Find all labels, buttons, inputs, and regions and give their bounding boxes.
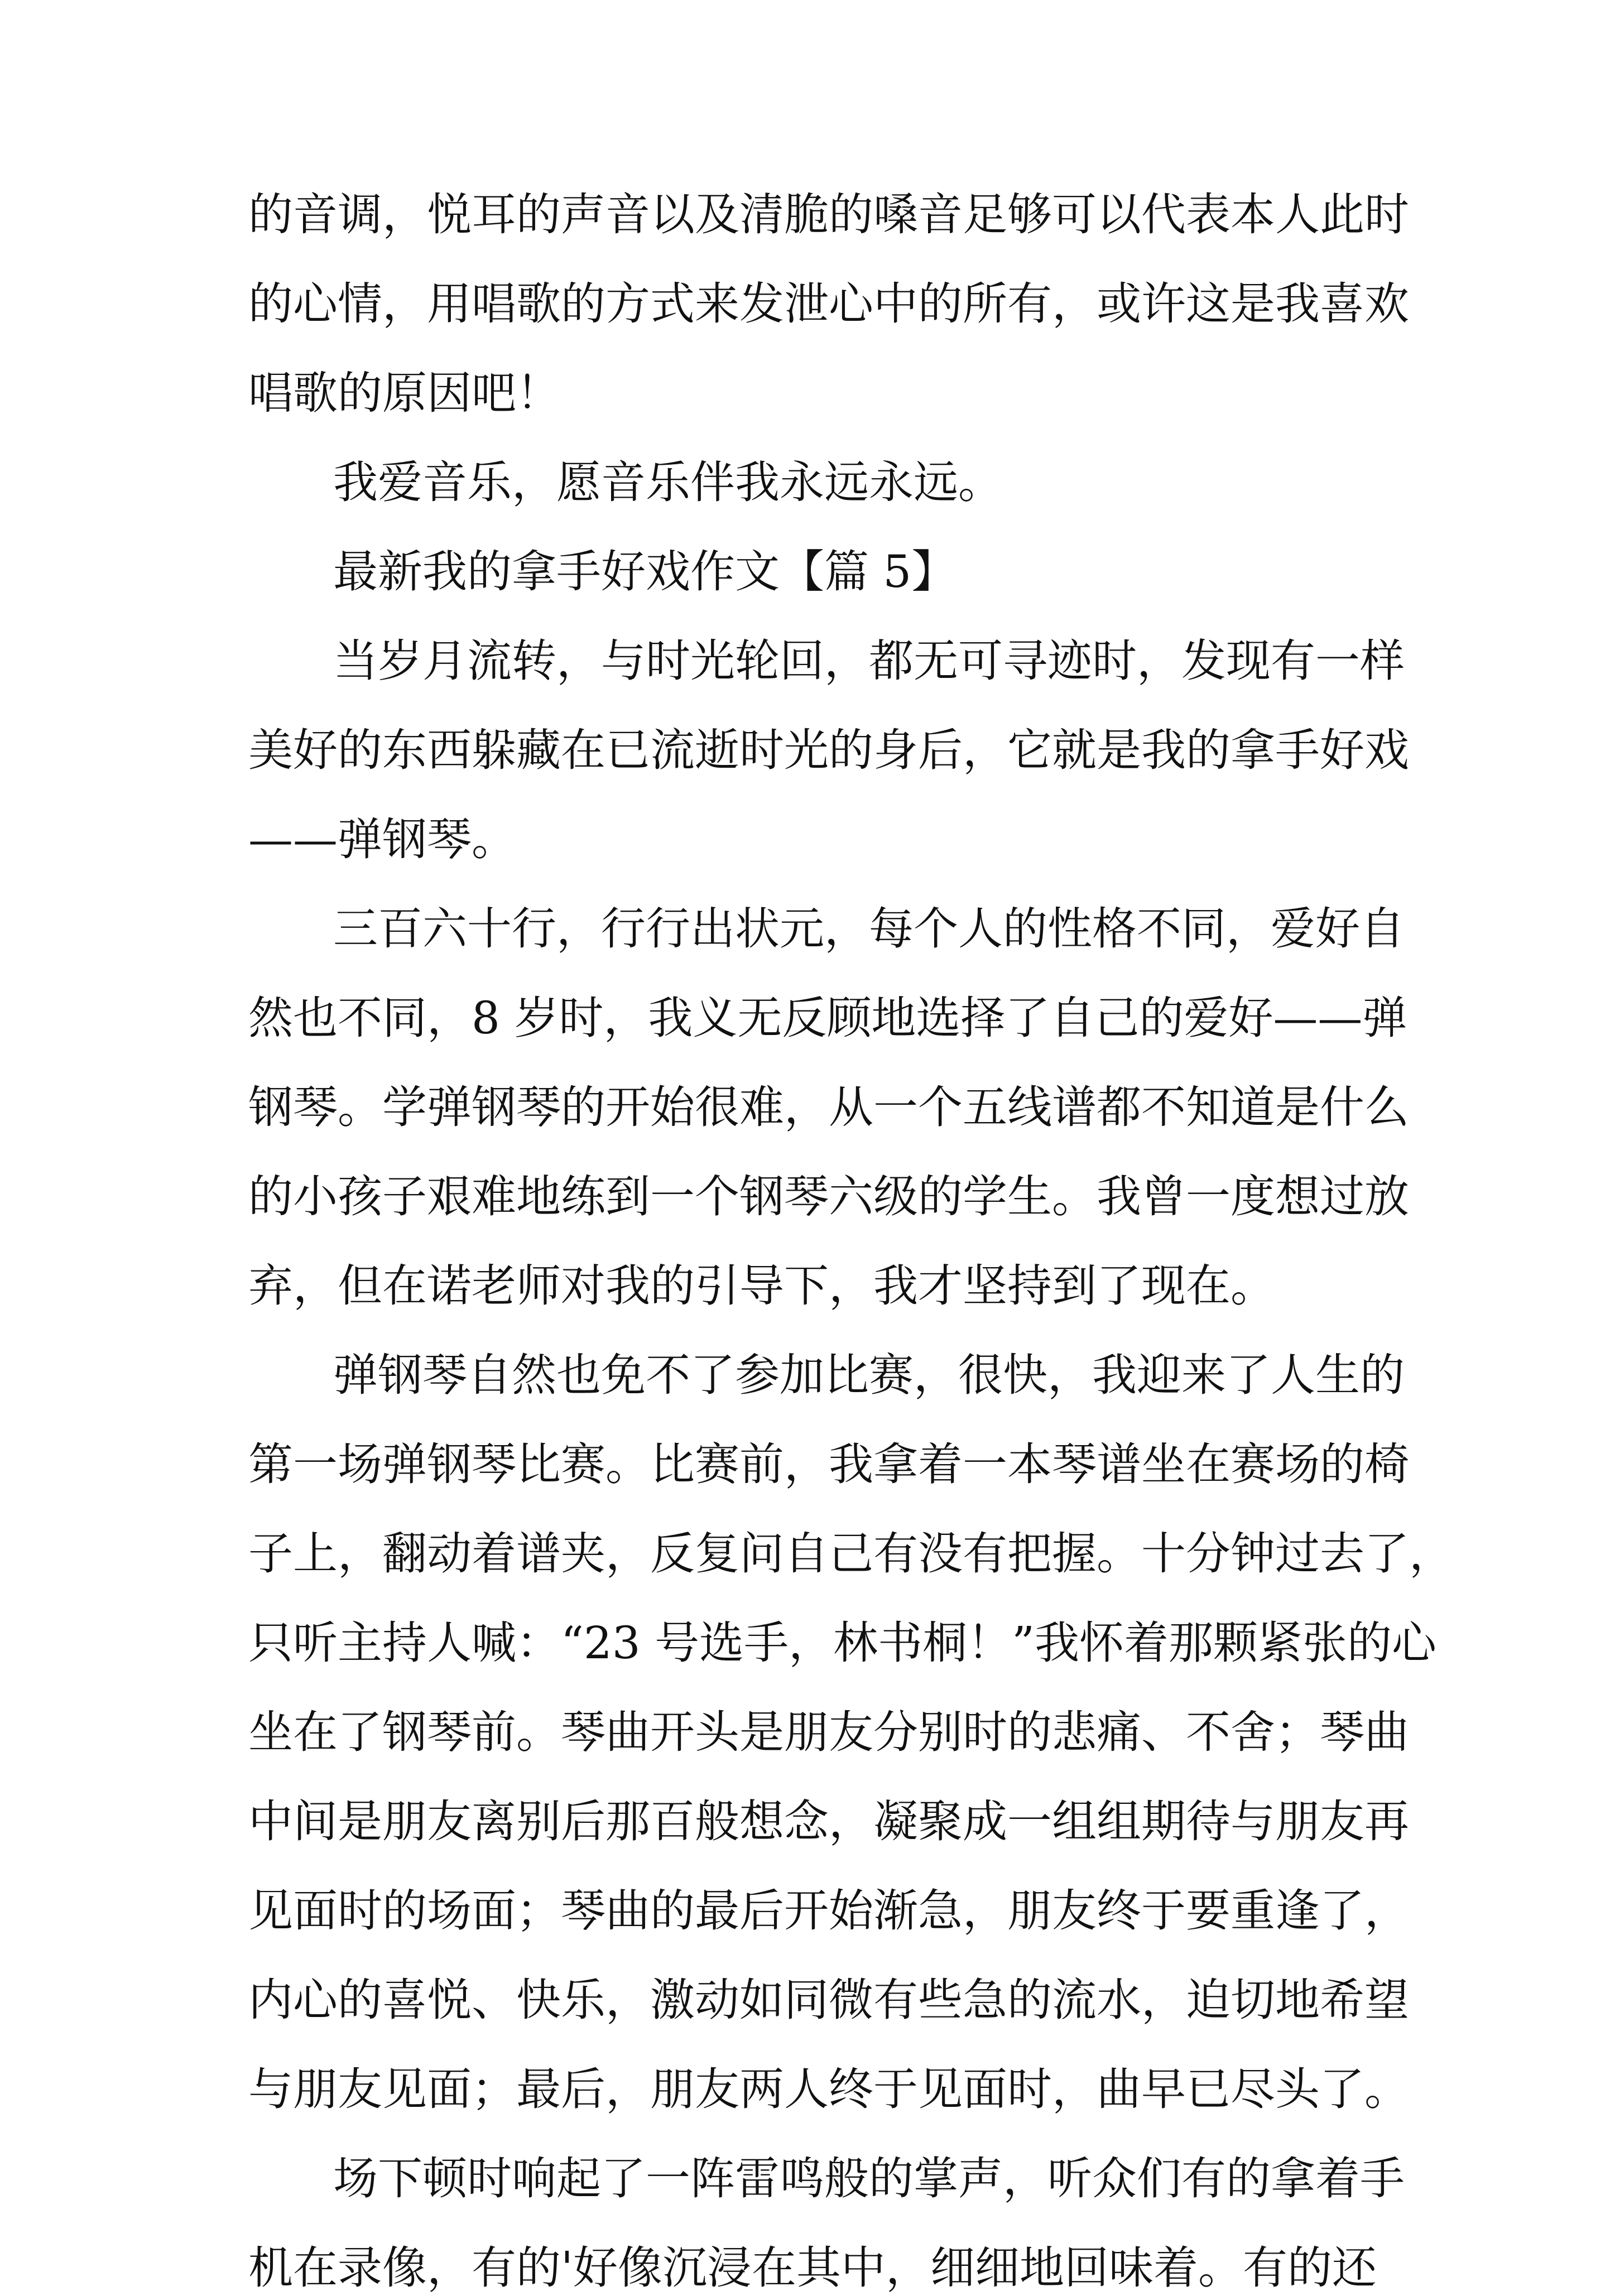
section-heading: 最新我的拿手好戏作文【篇 5】 <box>333 546 956 598</box>
paragraph-line: 我爱音乐，愿音乐伴我永远永远。 <box>333 456 1003 508</box>
text-line: 中间是朋友离别后那百般想念，凝聚成一组组期待与朋友再 <box>248 1796 1409 1847</box>
paragraph-line: 当岁月流转，与时光轮回，都无可寻迹时，发现有一样 <box>333 635 1405 687</box>
text-line: 内心的喜悦、快乐，激动如同微有些急的流水，迫切地希望 <box>248 1974 1409 2026</box>
text-line: 钢琴。学弹钢琴的开始很难，从一个五线谱都不知道是什么 <box>248 1081 1409 1133</box>
paragraph-line: 场下顿时响起了一阵雷鸣般的掌声，听众们有的拿着手 <box>333 2153 1405 2204</box>
text-line: 见面时的场面；琴曲的最后开始渐急，朋友终于要重逢了， <box>248 1885 1409 1937</box>
paragraph-line: 三百六十行，行行出状元，每个人的性格不同，爱好自 <box>333 903 1405 955</box>
text-line: 的小孩子艰难地练到一个钢琴六级的学生。我曾一度想过放 <box>248 1171 1409 1222</box>
text-line: 美好的东西躲藏在已流逝时光的身后，它就是我的拿手好戏 <box>248 724 1409 776</box>
text-line: 坐在了钢琴前。琴曲开头是朋友分别时的悲痛、不舍；琴曲 <box>248 1706 1409 1758</box>
paragraph-line: 弹钢琴自然也免不了参加比赛，很快，我迎来了人生的 <box>333 1349 1405 1401</box>
text-line: 的音调，悦耳的声音以及清脆的嗓音足够可以代表本人此时 <box>248 189 1409 240</box>
text-line: 第一场弹钢琴比赛。比赛前，我拿着一本琴谱坐在赛场的椅 <box>248 1438 1409 1490</box>
text-line: 机在录像，有的'好像沉浸在其中，细细地回味着。有的还 <box>248 2242 1377 2294</box>
text-line: 弃，但在诺老师对我的引导下，我才坚持到了现在。 <box>248 1260 1275 1312</box>
text-line: 的心情，用唱歌的方式来发泄心中的所有，或许这是我喜欢 <box>248 278 1409 330</box>
text-line: 子上，翻动着谱夹，反复问自己有没有把握。十分钟过去了， <box>248 1528 1454 1580</box>
text-line: 只听主持人喊：“23 号选手，林书桐！”我怀着那颗紧张的心 <box>248 1617 1437 1669</box>
text-line: 唱歌的原因吧！ <box>248 367 561 419</box>
text-line: 然也不同，8 岁时，我义无反顾地选择了自己的爱好——弹 <box>248 992 1407 1044</box>
text-line: ——弹钢琴。 <box>248 814 516 865</box>
text-line: 与朋友见面；最后，朋友两人终于见面时，曲早已尽头了。 <box>248 2063 1409 2115</box>
